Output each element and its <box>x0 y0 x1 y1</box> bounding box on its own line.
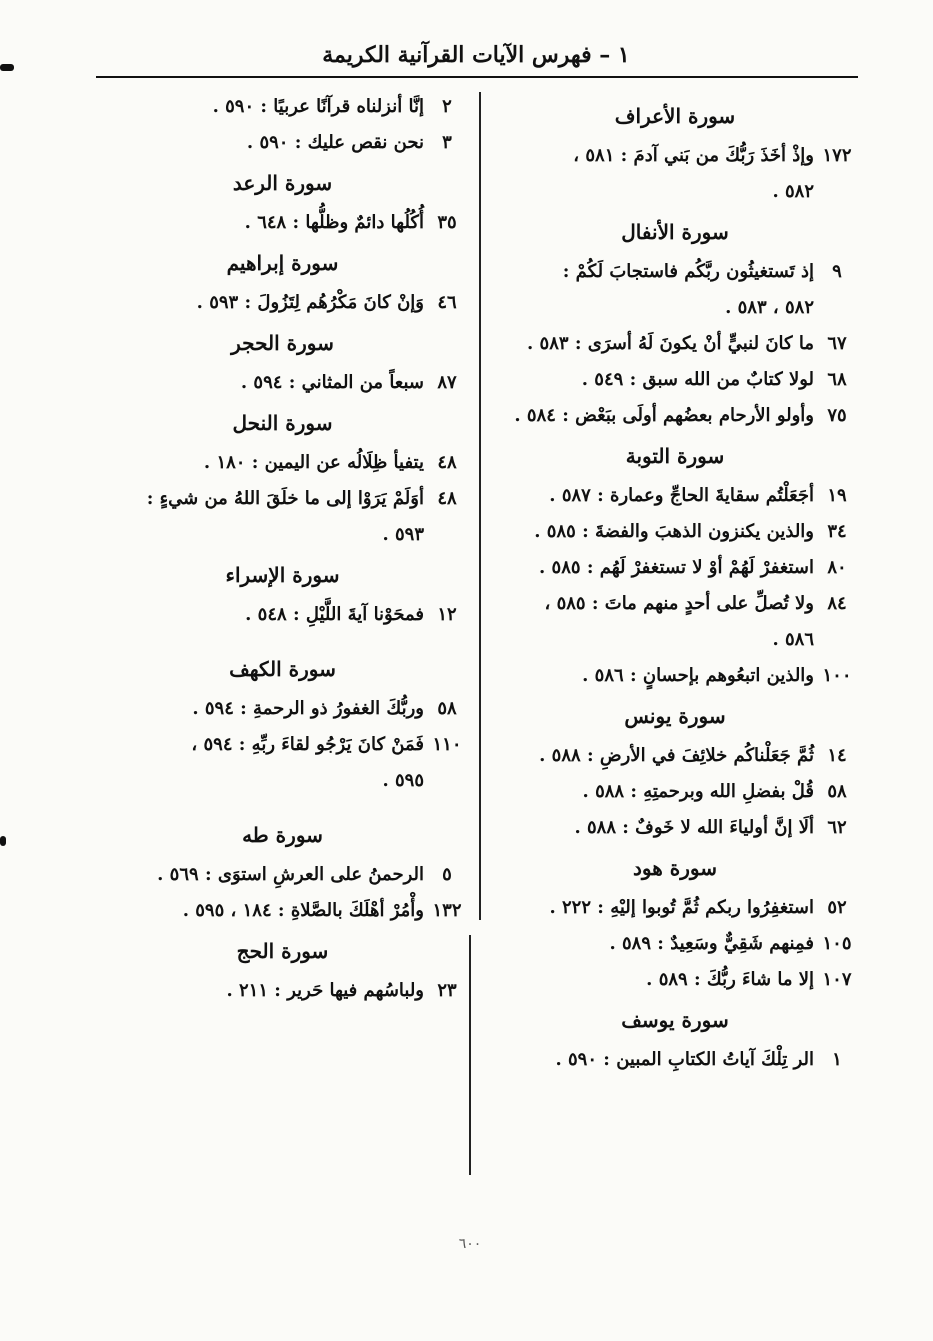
verse-text: ولباسُهم فيها حَرير : ٢١١ . <box>226 980 424 1001</box>
verse-number: ١٣٢ <box>432 900 462 921</box>
header-rule <box>96 76 858 78</box>
verse-number: ١٧٢ <box>822 145 852 166</box>
verse-entry <box>95 285 470 321</box>
verse-text: والذين اتبعُوهم بإحسانٍ : ٥٨٦ . <box>582 665 814 686</box>
surah-heading: سورة الكهف <box>229 657 336 681</box>
verse-number: ٣ <box>442 132 452 153</box>
verse-entry <box>95 763 470 799</box>
verse-entry <box>95 205 470 241</box>
verse-number: ٥ <box>442 864 452 885</box>
verse-number: ٣٥ <box>437 212 457 233</box>
surah-heading: سورة الحج <box>236 939 329 963</box>
verse-number <box>814 174 860 210</box>
verse-text: ألَا إنَّ أولياءَ الله لا خَوفٌ : ٥٨٨ . <box>574 817 814 838</box>
verse-entry <box>490 290 860 326</box>
column-divider-upper <box>479 92 481 920</box>
verse-text: ٥٩٥ . <box>382 770 424 791</box>
verse-entry <box>490 622 860 658</box>
verse-text: أوَلَمْ يَرَوْا إلى ما خلَقَ اللهُ من شيءٍ : <box>146 488 424 509</box>
verse-text: فمِنهم شَقِيٌّ وسَعِيدٌ : ٥٨٩ . <box>609 933 814 954</box>
verse-entry <box>490 1042 860 1078</box>
verse-number: ١٠٧ <box>822 969 852 990</box>
verse-text: ٥٨٦ . <box>772 629 814 650</box>
verse-text: لولا كتابٌ من الله سبق : ٥٤٩ . <box>581 369 814 390</box>
verse-number: ٦٨ <box>827 369 847 390</box>
verse-text: ثُمَّ جَعَلْناكُم خلائِفَ في الأرضِ : ٥٨٨ . <box>539 745 814 766</box>
verse-text: وأولو الأرحام بعضُهم أولَى ببَعْض : ٥٨٤ . <box>514 405 814 426</box>
verse-entry <box>490 926 860 962</box>
verse-number: ١٠٠ <box>822 665 852 686</box>
verse-number: ٦٧ <box>827 333 847 354</box>
verse-entry <box>95 893 470 929</box>
verse-entry <box>95 691 470 727</box>
verse-number: ٢٣ <box>437 980 457 1001</box>
left-column <box>95 89 470 1009</box>
verse-number: ٥٨ <box>437 698 457 719</box>
verse-entry <box>490 254 860 290</box>
verse-number: ٢ <box>442 96 452 117</box>
verse-number <box>424 517 470 553</box>
verse-entry <box>95 125 470 161</box>
verse-entry <box>95 365 470 401</box>
spacer <box>95 799 470 813</box>
verse-number: ٨٤ <box>827 593 847 614</box>
verse-number: ٤٦ <box>437 292 457 313</box>
verse-text: قُلْ بفضلِ الله وبرحمتِهِ : ٥٨٨ . <box>582 781 814 802</box>
surah-heading: سورة يونس <box>624 704 726 728</box>
surah-heading: سورة الحجر <box>231 331 334 355</box>
verse-number: ٣٤ <box>827 521 847 542</box>
verse-text: استغفرْ لَهُمْ أوْ لا تستغفرْ لَهُم : ٥٨٥ . <box>538 557 814 578</box>
surah-heading: سورة التوبة <box>625 444 725 468</box>
surah-heading: سورة يوسف <box>621 1008 729 1032</box>
verse-number: ١٠٥ <box>822 933 852 954</box>
margin-mark <box>0 836 6 846</box>
verse-number: ٦٢ <box>827 817 847 838</box>
verse-text: أُكُلُها دائمٌ وظلُّها : ٦٤٨ . <box>244 212 424 233</box>
verse-number: ٩ <box>832 261 842 282</box>
verse-entry <box>95 973 470 1009</box>
verse-text: إلا ما شاءَ ربُّكَ : ٥٨٩ . <box>646 969 814 990</box>
verse-text: وَإنْ كانَ مَكْرُهُم لِتَزُولَ : ٥٩٣ . <box>196 292 424 313</box>
margin-mark <box>0 64 14 71</box>
verse-number: ٨٠ <box>827 557 847 578</box>
verse-entry <box>490 138 860 174</box>
verse-text: وإذْ أخَذَ رَبُّكَ من بَني آدمَ : ٥٨١ ، <box>573 145 814 166</box>
verse-number <box>814 290 860 326</box>
verse-entry <box>95 727 470 763</box>
verse-entry <box>490 890 860 926</box>
verse-text: نحن نقص عليك : ٥٩٠ . <box>246 132 424 153</box>
verse-number: ٥٢ <box>827 897 847 918</box>
verse-entry <box>490 810 860 846</box>
verse-entry <box>95 597 470 633</box>
verse-entry <box>490 326 860 362</box>
verse-number: ٤٨ <box>437 488 457 509</box>
verse-entry <box>490 174 860 210</box>
verse-text: أجَعَلْتُم سقايةَ الحاجِّ وعمارة : ٥٨٧ . <box>549 485 814 506</box>
verse-text: ٥٩٣ . <box>382 524 424 545</box>
verse-number: ١٩ <box>827 485 847 506</box>
verse-entry <box>490 962 860 998</box>
verse-text: فَمَنْ كانَ يَرْجُو لقاءَ ربِّهِ : ٥٩٤ ، <box>191 734 424 755</box>
page-number: ٦٠٠ <box>458 1236 482 1252</box>
verse-number: ٧٥ <box>827 405 847 426</box>
verse-text: ٥٨٢ ، ٥٨٣ . <box>725 297 814 318</box>
verse-number: ٤٨ <box>437 452 457 473</box>
verse-entry <box>490 738 860 774</box>
surah-heading: سورة الرعد <box>232 171 333 195</box>
verse-number <box>814 622 860 658</box>
verse-entry <box>95 857 470 893</box>
verse-entry <box>490 658 860 694</box>
verse-entry <box>95 89 470 125</box>
verse-number: ٥٨ <box>827 781 847 802</box>
verse-text: سبعاً من المثاني : ٥٩٤ . <box>240 372 424 393</box>
verse-text: استغفِرُوا ربكم ثُمَّ تُوبوا إليْهِ : ٢٢٢ . <box>549 897 814 918</box>
surah-heading: سورة إبراهيم <box>226 251 339 275</box>
surah-heading: سورة طه <box>242 823 323 847</box>
verse-text: وأْمُرْ أهْلَكَ بالصَّلاةِ : ١٨٤ ، ٥٩٥ . <box>182 900 424 921</box>
verse-entry <box>490 398 860 434</box>
verse-entry <box>490 774 860 810</box>
verse-text: ما كانَ لنبيٍّ أنْ يكونَ لَهُ أسرَى : ٥٨٣ . <box>526 333 814 354</box>
verse-text: والذين يكنزون الذهبَ والفضةَ : ٥٨٥ . <box>534 521 814 542</box>
verse-text: فمحَوْنا آيةَ اللَّيْلِ : ٥٤٨ . <box>245 604 424 625</box>
surah-heading: سورة هود <box>633 856 717 880</box>
verse-number: ١٢ <box>437 604 457 625</box>
verse-text: إذ تَستغيثُون ربَّكُم فاستجابَ لَكُمْ : <box>562 261 814 282</box>
verse-number: ١ <box>832 1049 842 1070</box>
verse-entry <box>490 550 860 586</box>
verse-text: يتفيأ ظِلَالُه عن اليمين : ١٨٠ . <box>203 452 424 473</box>
surah-heading: سورة الإسراء <box>225 563 340 587</box>
verse-text: ٥٨٢ . <box>772 181 814 202</box>
spacer <box>95 633 470 647</box>
verse-entry <box>490 478 860 514</box>
verse-entry <box>95 445 470 481</box>
right-column <box>490 94 860 1078</box>
verse-text: إنَّا أنزلناه قرآنًا عربيًا : ٥٩٠ . <box>212 96 424 117</box>
verse-entry <box>490 586 860 622</box>
surah-heading: سورة الأعراف <box>614 104 736 128</box>
verse-number <box>424 763 470 799</box>
verse-number: ١٤ <box>827 745 847 766</box>
verse-number: ١١٠ <box>432 734 462 755</box>
verse-entry <box>490 362 860 398</box>
verse-text: الر تِلْكَ آياتُ الكتابِ المبين : ٥٩٠ . <box>555 1049 814 1070</box>
surah-heading: سورة الأنفال <box>621 220 729 244</box>
verse-text: ولا تُصلِّ على أحدٍ منهم ماتَ : ٥٨٥ ، <box>544 593 814 614</box>
verse-entry <box>490 514 860 550</box>
verse-entry <box>95 517 470 553</box>
verse-text: وربُّكَ الغفورُ ذو الرحمةِ : ٥٩٤ . <box>192 698 424 719</box>
verse-entry <box>95 481 470 517</box>
verse-text: الرحمنُ على العرشِ استوَى : ٥٦٩ . <box>157 864 424 885</box>
verse-number: ٨٧ <box>437 372 457 393</box>
surah-heading: سورة النحل <box>232 411 333 435</box>
page-header-title: ١ – فهرس الآيات القرآنية الكريمة <box>322 42 630 68</box>
